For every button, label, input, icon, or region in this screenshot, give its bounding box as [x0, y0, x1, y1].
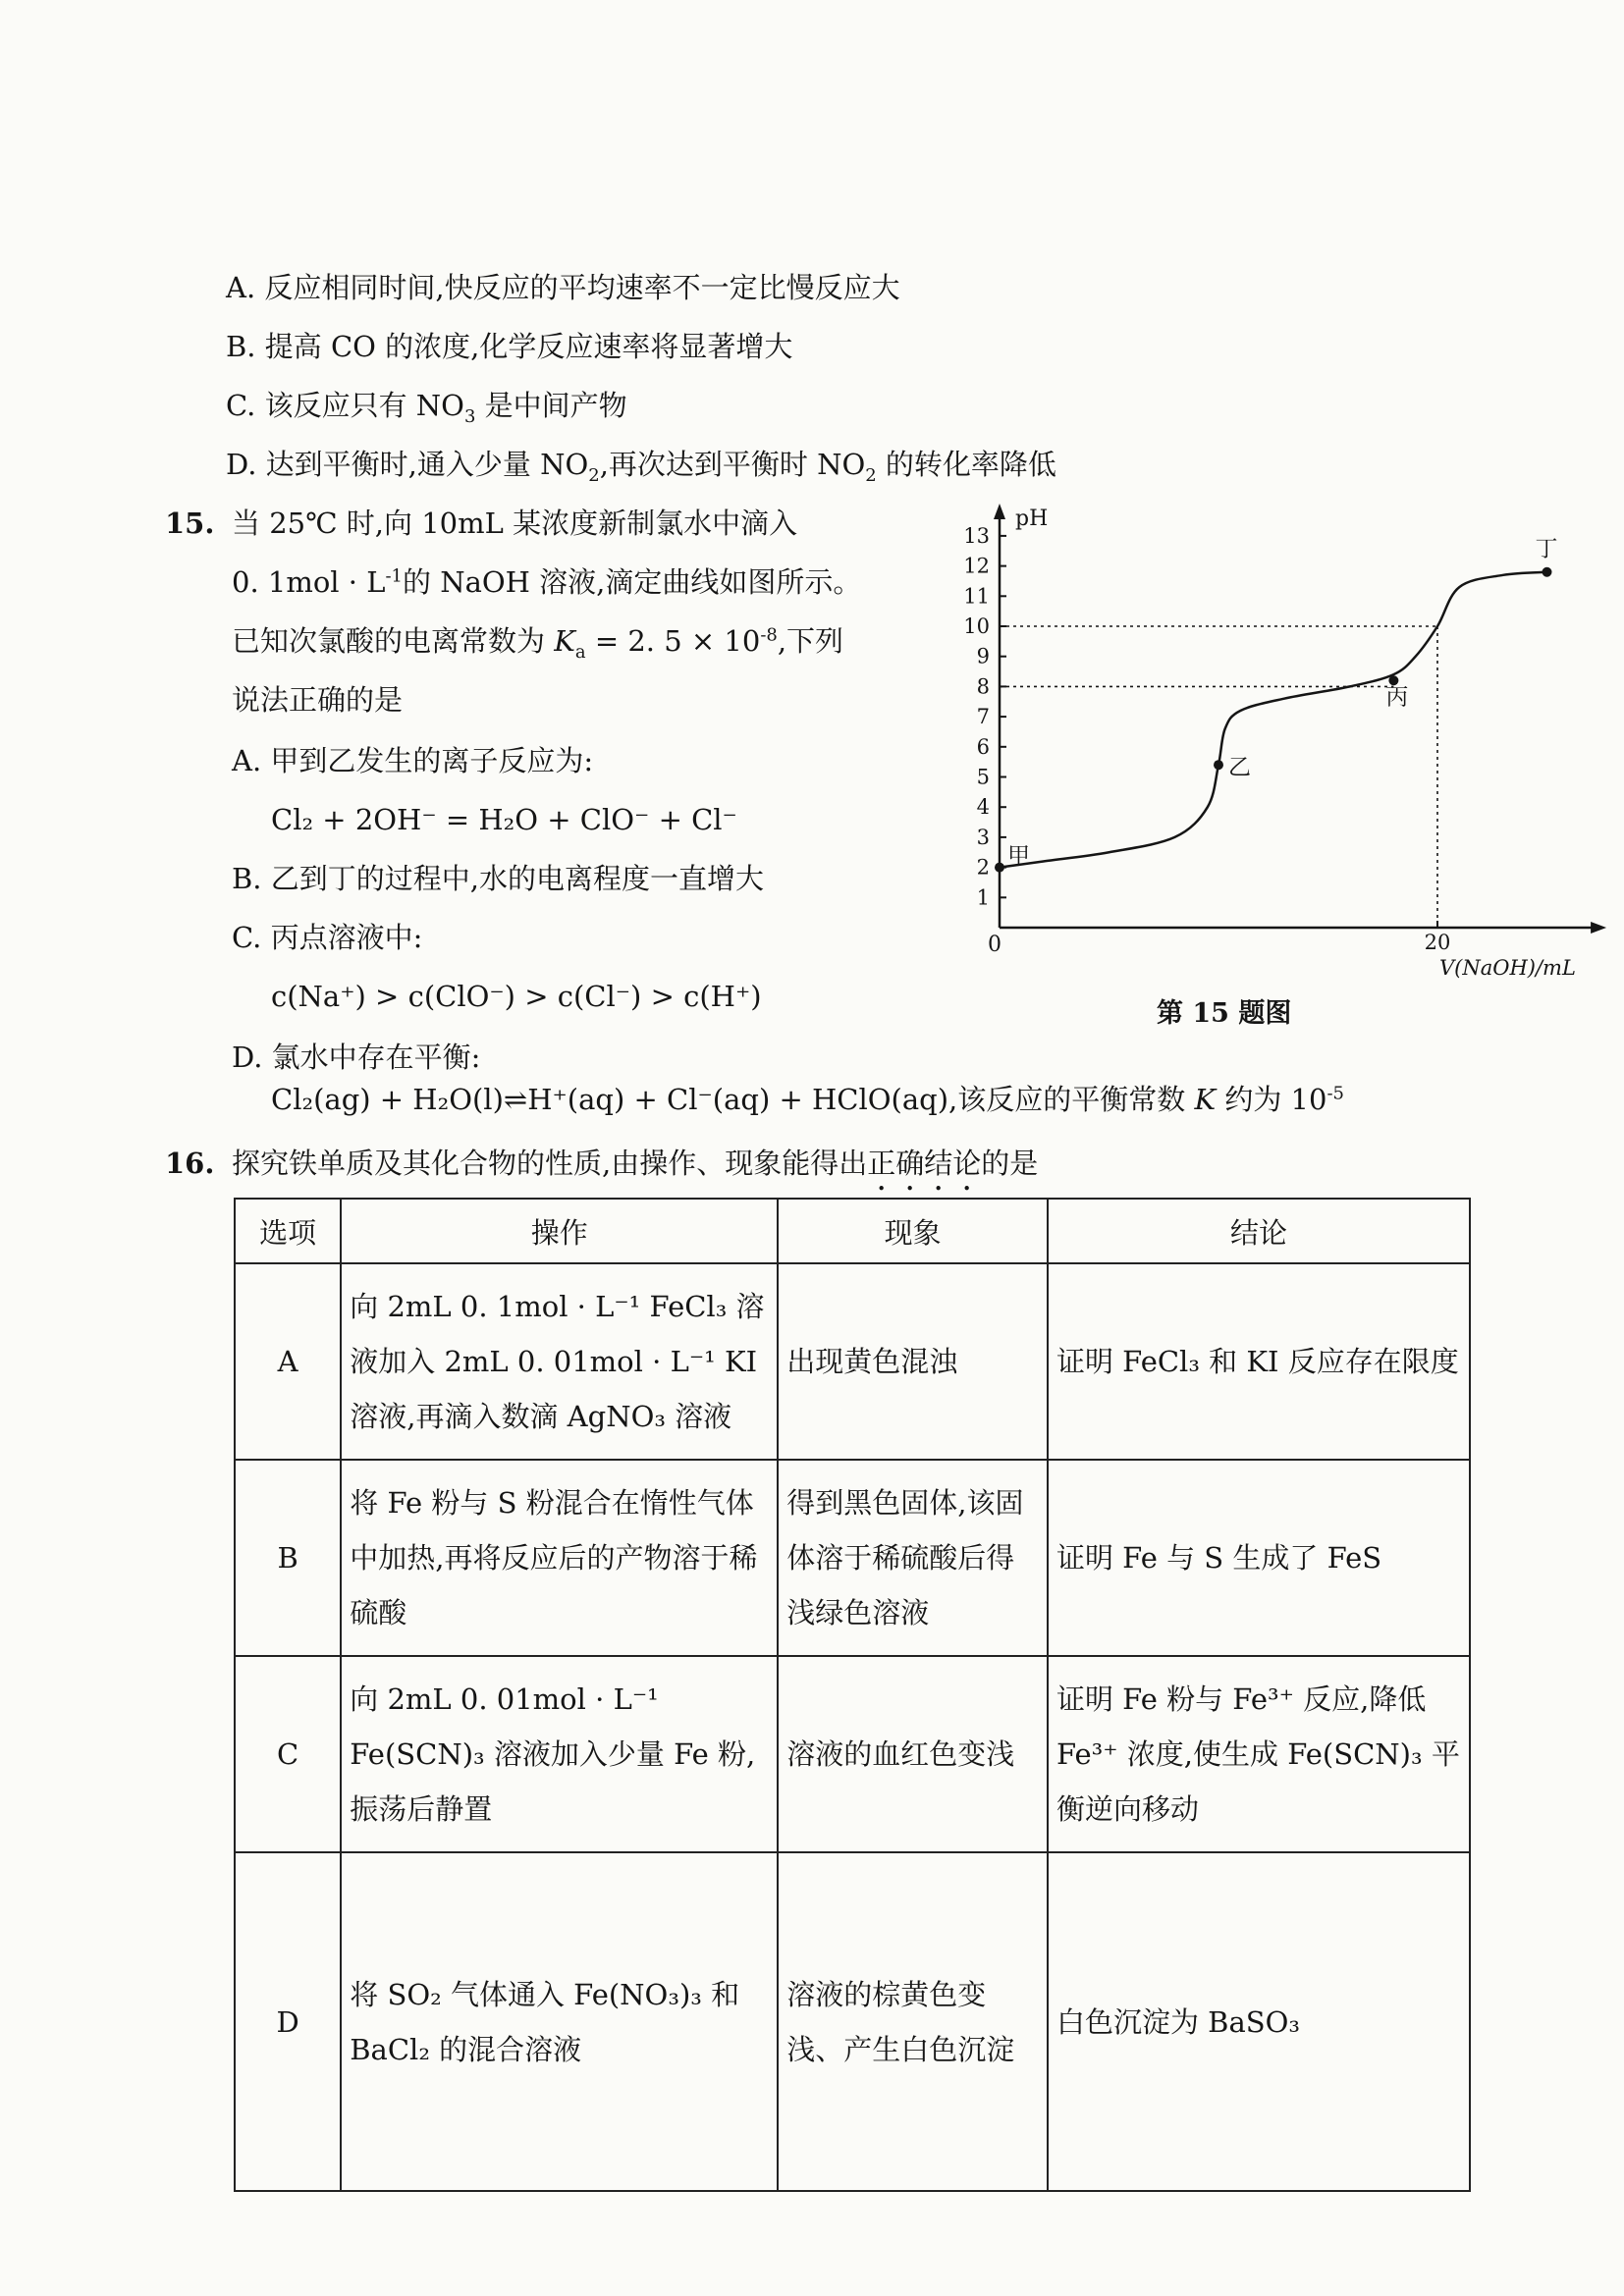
point-label: 甲: [1007, 843, 1030, 870]
row-phenomenon: 溶液的血红色变浅: [778, 1656, 1048, 1852]
y-tick-label: 6: [976, 734, 990, 759]
row-option: A: [235, 1263, 341, 1460]
row-conclusion: 白色沉淀为 BaSO₃: [1048, 1852, 1470, 2191]
row-conclusion: 证明 Fe 粉与 Fe³⁺ 反应,降低 Fe³⁺ 浓度,使生成 Fe(SCN)₃ 平衡逆向移动: [1048, 1656, 1470, 1852]
row-operation: 向 2mL 0. 1mol · L⁻¹ FeCl₃ 溶液加入 2mL 0. 01mol · L⁻¹ KI 溶液,再滴入数滴 AgNO₃ 溶液: [341, 1263, 778, 1460]
x-axis-label: V(NaOH)/mL: [1439, 956, 1576, 980]
y-tick-label: 2: [976, 855, 990, 880]
y-tick-label: 9: [976, 644, 990, 668]
q14-option-c: C. 该反应只有 $NO_3$ 是中间产物: [226, 389, 627, 427]
origin-label: 0: [988, 933, 1001, 957]
header-operation: 操作: [341, 1199, 778, 1263]
q15-option-c: C. 丙点溶液中:: [232, 921, 423, 954]
y-tick-label: 8: [976, 674, 990, 699]
q15-stem-line1: 当 25℃ 时,向 10mL 某浓度新制氯水中滴入: [232, 507, 798, 540]
y-tick-label: 10: [963, 614, 990, 638]
x-tick-label: 20: [1424, 931, 1451, 954]
q15-option-c-expression: c(Na⁺) > c(ClO⁻) > c(Cl⁻) > c(H⁺): [271, 980, 762, 1013]
row-option: D: [235, 1852, 341, 2191]
q15-option-a-equation: Cl₂ + 2OH⁻ = H₂O + ClO⁻ + Cl⁻: [271, 803, 737, 836]
row-option: C: [235, 1656, 341, 1852]
header-phenomenon: 现象: [778, 1199, 1048, 1263]
row-option: B: [235, 1460, 341, 1656]
row-operation: 将 Fe 粉与 S 粉混合在惰性气体中加热,再将反应后的产物溶于稀硫酸: [341, 1460, 778, 1656]
y-axis-label: pH: [1015, 507, 1049, 531]
chart-axes: [994, 504, 1606, 934]
x-ticks: [1425, 921, 1451, 954]
row-phenomenon: 出现黄色混浊: [778, 1263, 1048, 1460]
point-label: 丙: [1385, 684, 1409, 711]
table-row: [235, 1656, 1470, 1852]
y-tick-label: 7: [976, 705, 990, 729]
q15-option-a: A. 甲到乙发生的离子反应为:: [232, 744, 594, 777]
y-tick-label: 11: [963, 584, 990, 609]
q15-stem-line2: 0. $1mol \cdot L^{-1}$的 NaOH 溶液,滴定曲线如图所示。: [232, 565, 862, 599]
table-row: [235, 1852, 1470, 2191]
point-label: 丁: [1535, 536, 1558, 562]
y-tick-label: 3: [976, 825, 990, 849]
q16-stem: 探究铁单质及其化合物的性质,由操作、现象能得出正确结论的是: [232, 1147, 1039, 1180]
q15-stem-line4: 说法正确的是: [232, 683, 404, 717]
row-conclusion: 证明 FeCl₃ 和 KI 反应存在限度: [1048, 1263, 1470, 1460]
y-tick-label: 12: [963, 554, 990, 578]
point-label: 乙: [1228, 755, 1251, 781]
curve-point-甲: [995, 863, 1004, 873]
table-header-row: [235, 1199, 1470, 1263]
row-phenomenon: 得到黑色固体,该固体溶于稀硫酸后得浅绿色溶液: [778, 1460, 1048, 1656]
row-conclusion: 证明 Fe 与 S 生成了 FeS: [1048, 1460, 1470, 1656]
y-tick-label: 13: [963, 523, 990, 548]
row-phenomenon: 溶液的棕黄色变浅、产生白色沉淀: [778, 1852, 1048, 2191]
table-row: [235, 1460, 1470, 1656]
curve-points: [995, 537, 1558, 873]
row-operation: 向 2mL 0. 01mol · L⁻¹ Fe(SCN)₃ 溶液加入少量 Fe 粉,振荡后静置: [341, 1656, 778, 1852]
table-row: [235, 1263, 1470, 1460]
y-tick-label: 1: [976, 885, 990, 910]
question-16-number: 16.: [165, 1147, 215, 1180]
curve-point-乙: [1214, 760, 1223, 770]
q15-option-b: B. 乙到丁的过程中,水的电离程度一直增大: [232, 862, 764, 895]
q15-option-d: D. 氯水中存在平衡:: [232, 1041, 481, 1074]
q14-option-a: A. 反应相同时间,快反应的平均速率不一定比慢反应大: [226, 271, 900, 304]
y-tick-label: 5: [976, 765, 990, 789]
header-option: 选项: [235, 1199, 341, 1263]
y-axis-arrow: [994, 504, 1005, 519]
q16-emphasis: 正确结论: [867, 1147, 982, 1180]
y-tick-label: 4: [976, 795, 990, 820]
q15-option-d-equation: Cl₂(ag) + H₂O(l)⇌H⁺(aq) + Cl⁻(aq) + HClO(aq),该反应的平衡常数 K 约为 $10^{-5}$: [271, 1083, 1344, 1116]
q14-option-b: B. 提高 CO 的浓度,化学反应速率将显著增大: [226, 330, 793, 363]
q14-option-d: D. 达到平衡时,通入少量 $NO_2$,再次达到平衡时 $NO_2$ 的转化率降低: [226, 448, 1056, 486]
question-15-number: 15.: [165, 507, 215, 540]
guide-lines: [1000, 626, 1437, 928]
row-operation: 将 SO₂ 气体通入 Fe(NO₃)₃ 和 BaCl₂ 的混合溶液: [341, 1852, 778, 2191]
titration-curve: [1000, 572, 1547, 868]
titration-curve-chart: [943, 496, 1576, 987]
x-axis-arrow: [1591, 922, 1606, 934]
curve-point-丁: [1543, 567, 1552, 577]
figure-caption: 第 15 题图: [1157, 998, 1292, 1029]
header-conclusion: 结论: [1048, 1199, 1470, 1263]
q16-table: [234, 1198, 1471, 2192]
q15-stem-line3: 已知次氯酸的电离常数为 $K_a = 2$. $5 \times 10^{-8}$,下列: [232, 624, 844, 663]
